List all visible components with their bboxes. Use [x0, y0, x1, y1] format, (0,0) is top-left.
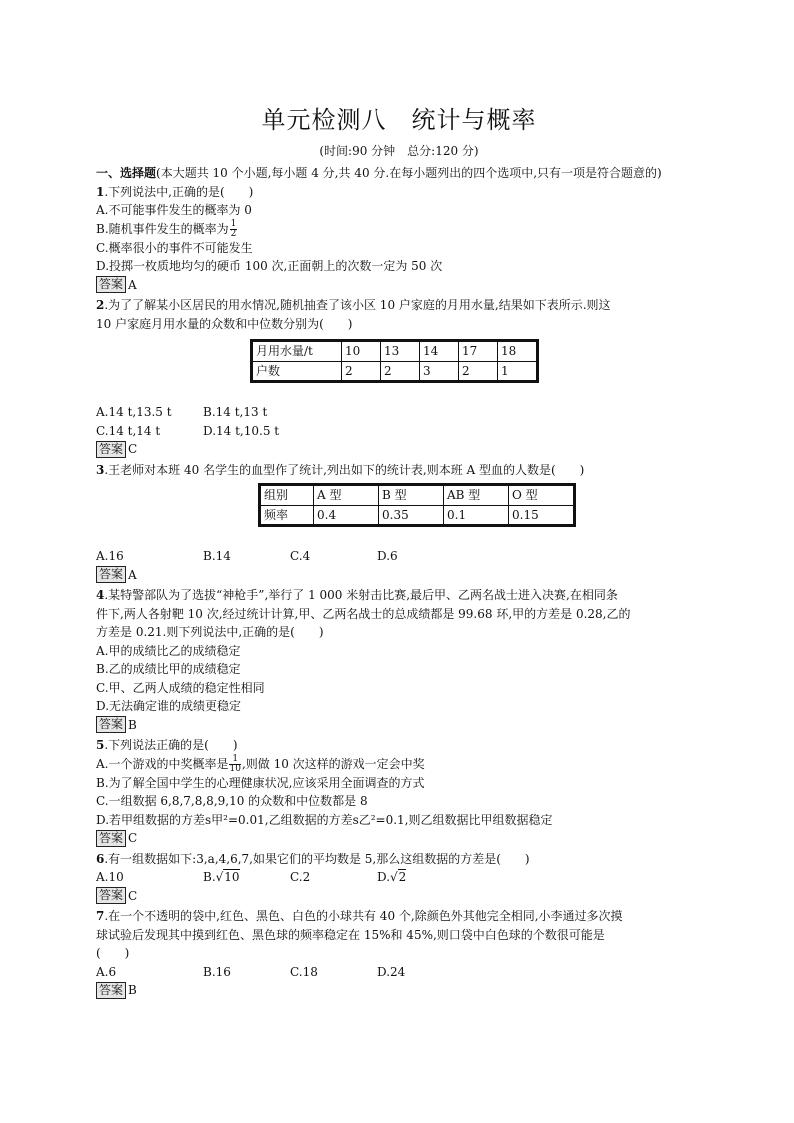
- answer-value: B: [128, 983, 137, 997]
- question-1: [96, 183, 702, 295]
- option-c: C.18: [290, 964, 318, 979]
- option-d: D.若甲组数据的方差s甲²=0.01,乙组数据的方差s乙²=0.1,则乙组数据比甲组数据稳定: [96, 812, 553, 827]
- options-row: [96, 403, 702, 422]
- answer-value: B: [128, 717, 137, 732]
- answer-badge: 答案: [96, 276, 126, 293]
- question-stem-cont: 球试验后发现其中摸到红色、黑色球的频率稳定在 15%和 45%,则口袋中白色球的个数很可能是: [96, 927, 605, 942]
- option-c: C.一组数据 6,8,7,8,8,9,10 的众数和中位数都是 8: [96, 794, 368, 808]
- option-c: C.14 t,14 t: [96, 423, 161, 438]
- question-stem: 5.下列说法正确的是( ): [96, 738, 238, 752]
- option-d: D.24: [377, 964, 406, 979]
- option-b: B.乙的成绩比甲的成绩稳定: [96, 662, 241, 676]
- answer-badge: 答案: [96, 982, 126, 999]
- table-cell: 17: [459, 341, 498, 362]
- option-a: A.6: [96, 964, 117, 979]
- option-b: B.√10: [203, 870, 240, 884]
- table-row: [252, 341, 538, 362]
- options-row: [96, 547, 702, 566]
- option-d: D.投掷一枚质地均匀的硬币 100 次,正面朝上的次数一定为 50 次: [96, 259, 443, 273]
- table-cell: 2: [459, 361, 498, 382]
- answer-row: [96, 887, 702, 906]
- table-cell: 2: [342, 361, 381, 382]
- table-cell: 0.15: [509, 505, 575, 526]
- page-subtitle: (时间:90 分钟 总分:120 分): [319, 144, 479, 158]
- option-c: C.概率很小的事件不可能发生: [96, 240, 253, 255]
- fraction: $\frac{1}{2}$: [230, 218, 237, 239]
- option-a: A.甲的成绩比乙的成绩稳定: [96, 643, 241, 658]
- option-c: C.甲、乙两人成绩的稳定性相同: [96, 680, 265, 695]
- question-3: [96, 461, 702, 585]
- table-row: [260, 485, 575, 506]
- option-b: B.14: [203, 549, 231, 563]
- answer-value: A: [128, 567, 137, 582]
- table-cell: B 型: [379, 485, 444, 506]
- option-a: A.16: [96, 549, 124, 563]
- answer-badge: 答案: [96, 830, 126, 847]
- table-cell: 0.35: [379, 505, 444, 526]
- option-b: B.16: [203, 964, 231, 979]
- table-cell: 2: [381, 361, 420, 382]
- table-cell: 组别: [260, 485, 314, 506]
- option-b: B.14 t,13 t: [203, 405, 268, 419]
- table-cell: AB 型: [444, 485, 509, 506]
- answer-value: C: [128, 831, 138, 845]
- fraction: $\frac{1}{10}$: [229, 753, 241, 774]
- table-cell: O 型: [509, 485, 575, 506]
- question-stem: 4.某特警部队为了选拔“神枪手”,举行了 1 000 米射击比赛,最后甲、乙两名战士进入决赛,在相同条: [96, 588, 618, 602]
- option-a: A.一个游戏的中奖概率是 $\frac{1}{10}$ ,则做 10 次这样的游戏一定会中奖: [96, 753, 425, 774]
- answer-value: C: [128, 888, 138, 903]
- question-stem: 3.王老师对本班 40 名学生的血型作了统计,列出如下的统计表,则本班 A 型血的人数是( ): [96, 462, 585, 477]
- question-stem-cont: ( ): [96, 946, 130, 960]
- section-description: (本大题共 10 个小题,每小题 4 分,共 40 分.在每小题列出的四个选项中,只有一项是符合题意的): [156, 166, 662, 180]
- table-row: [260, 505, 575, 526]
- option-a: A.10: [96, 870, 124, 884]
- question-stem: 2.为了了解某小区居民的用水情况,随机抽查了该小区 10 户家庭的月用水量,结果如下表所示.则这: [96, 298, 611, 312]
- question-stem-cont: 10 户家庭月用水量的众数和中位数分别为( ): [96, 316, 353, 331]
- table-cell: A 型: [314, 485, 379, 506]
- sqrt-sign: √10: [215, 870, 240, 884]
- table-cell: 14: [420, 341, 459, 362]
- blood-type-table: [258, 483, 576, 527]
- question-stem-cont: 方差是 0.21.则下列说法中,正确的是( ): [96, 625, 324, 639]
- options-row: [96, 422, 702, 441]
- option-d: D.无法确定谁的成绩更稳定: [96, 699, 242, 713]
- options-row: [96, 868, 702, 887]
- table-cell: 18: [498, 341, 538, 362]
- question-4: [96, 586, 702, 734]
- table-cell: 10: [342, 341, 381, 362]
- table-row: [252, 361, 538, 382]
- page-title: 单元检测八 统计与概率: [261, 106, 537, 134]
- option-b: B.为了解全国中学生的心理健康状况,应该采用全面调查的方式: [96, 775, 425, 790]
- answer-row: [96, 566, 702, 585]
- table-cell: 1: [498, 361, 538, 382]
- answer-row: [96, 829, 702, 848]
- option-c: C.4: [290, 549, 311, 563]
- answer-badge: 答案: [96, 441, 126, 458]
- section-title: 一、选择题: [96, 166, 157, 180]
- answer-value: C: [128, 442, 138, 456]
- question-stem: 7.在一个不透明的袋中,红色、黑色、白色的小球共有 40 个,除颜色外其他完全相同,小李通过多次摸: [96, 909, 623, 923]
- question-6: [96, 850, 702, 906]
- option-d: D.14 t,10.5 t: [203, 423, 280, 438]
- option-c: C.2: [290, 870, 311, 884]
- answer-badge: 答案: [96, 716, 126, 733]
- table-cell: 月用水量/t: [252, 341, 342, 362]
- answer-row: [96, 276, 702, 295]
- option-a: A.14 t,13.5 t: [96, 405, 172, 419]
- question-2: [96, 296, 702, 459]
- sqrt-sign: √2: [390, 870, 407, 884]
- option-a: A.不可能事件发生的概率为 0: [96, 203, 252, 217]
- answer-value: A: [128, 277, 137, 292]
- table-cell: 0.4: [314, 505, 379, 526]
- question-5: [96, 736, 702, 848]
- question-stem: 1.下列说法中,正确的是( ): [96, 184, 254, 199]
- answer-row: [96, 716, 702, 735]
- option-d: D.√2: [377, 870, 407, 884]
- option-d: D.6: [377, 549, 398, 563]
- table-cell: 户数: [252, 361, 342, 382]
- options-row: [96, 963, 702, 982]
- table-cell: 频率: [260, 505, 314, 526]
- answer-row: [96, 981, 702, 1000]
- answer-row: [96, 440, 702, 459]
- answer-badge: 答案: [96, 566, 126, 583]
- exam-page: [96, 104, 702, 1002]
- section-heading: [96, 164, 702, 183]
- question-7: [96, 907, 702, 1000]
- table-cell: 13: [381, 341, 420, 362]
- question-stem: 6.有一组数据如下:3,a,4,6,7,如果它们的平均数是 5,那么这组数据的方差是( ): [96, 851, 530, 866]
- water-usage-table: [250, 339, 539, 383]
- table-cell: 3: [420, 361, 459, 382]
- table-cell: 0.1: [444, 505, 509, 526]
- option-b: B.随机事件发生的概率为 $\frac{1}{2}$: [96, 218, 237, 239]
- answer-badge: 答案: [96, 887, 126, 904]
- question-stem-cont: 件下,两人各射靶 10 次,经过统计计算,甲、乙两名战士的总成绩都是 99.68 环,甲的方差是 0.28,乙的: [96, 606, 631, 621]
